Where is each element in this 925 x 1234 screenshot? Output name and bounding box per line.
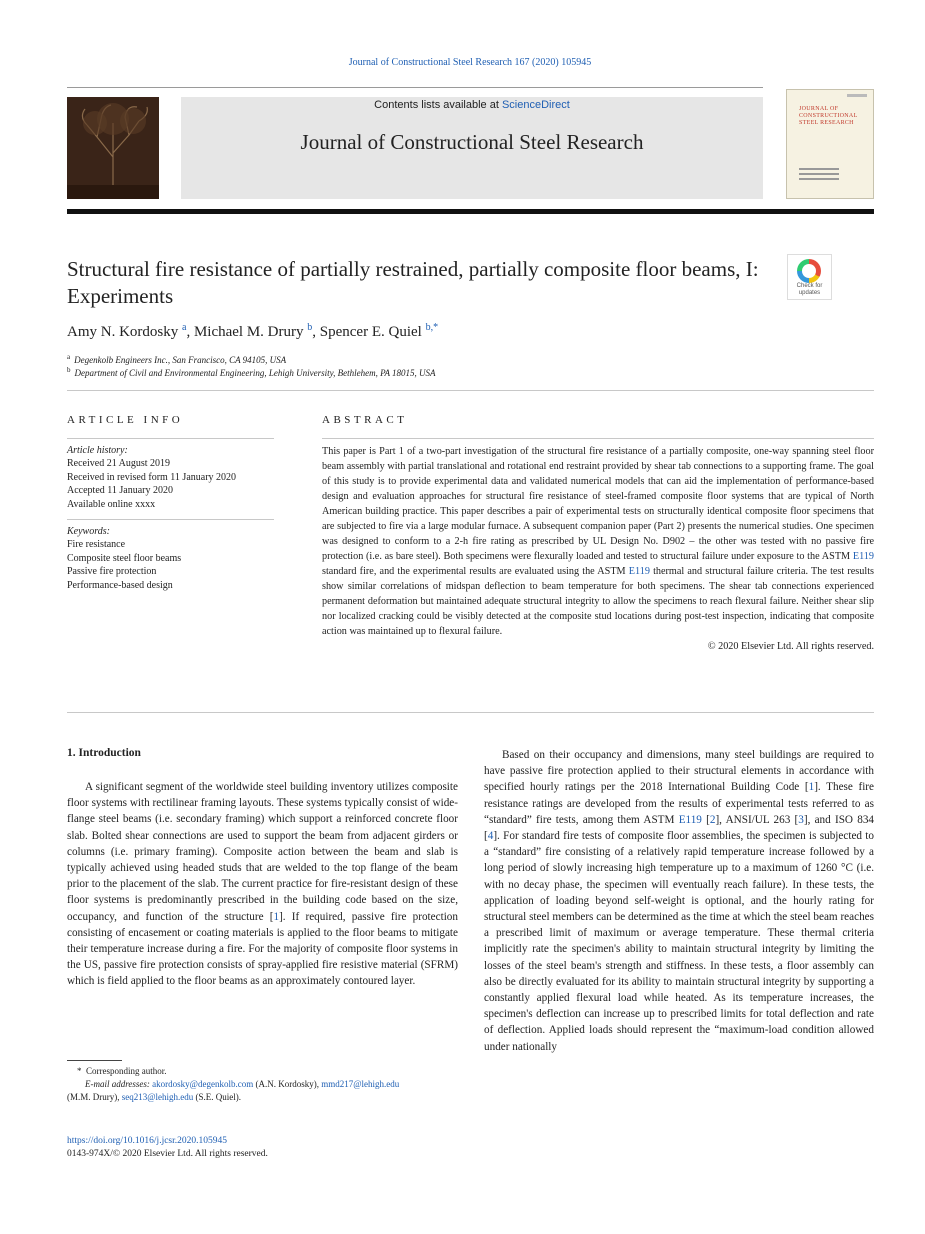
abstract-body: [322, 444, 874, 654]
history-item: Accepted 11 January 2020: [67, 485, 173, 497]
reference-link[interactable]: 4: [487, 830, 494, 843]
journal-banner: [181, 97, 763, 199]
keyword-item: Composite steel floor beams: [67, 552, 182, 564]
email-link[interactable]: seq213@lehigh.edu: [121, 1092, 194, 1102]
author-name: Spencer E. Quiel: [319, 324, 422, 340]
history-item: Received 21 August 2019: [67, 458, 171, 470]
footnote: [67, 1065, 467, 1104]
sciencedirect-link[interactable]: ScienceDirect: [501, 99, 570, 111]
history-item: Available online xxxx: [67, 498, 156, 510]
cover-lines: [799, 168, 839, 183]
history-item: Received in revised form 11 January 2020: [67, 471, 237, 483]
crossmark-icon: [797, 259, 821, 283]
affiliation-a: $^a$ Degenkolb Engineers Inc., San Francisco, CA 94105, USA: [67, 353, 287, 365]
reference-link[interactable]: 1: [273, 910, 280, 923]
intro-paragraph: A significant segment of the worldwide steel building inventory utilizes composite floor systems with rectilinear framing layouts. These systems typically consist of wide-flange steel beams (i.e. secondary framing) which support a reinforced concrete floor slab. Bolted shear connections are used to support the beam from adjacent girders or columns (i.e. primary framing). Composite action between the beam and slab is typically achieved using headed studs that are welded to the top flange of the beam prior to the placement of the slab. The current practice for fire-resistant design of these floor systems is predominantly prescribed in the building code based on the size, occupancy, and function of the structure [1]. If required, passive fire protection consisting of encasement or coating materials is applied to the floor beams to mitigate their temperature increase during a fire. For the majority of composite floor systems in the US, passive fire protection consists of spray-applied fire resistive material (SFRM) which is field applied to the floor beams as an approximately contoured layer.: [67, 781, 458, 988]
astm-e119-link[interactable]: E119: [628, 566, 650, 577]
header-thick-rule: [67, 209, 874, 214]
intro-paragraph: Based on their occupancy and dimensions, many steel buildings are required to have passive fire protection applied to their structural elements in accordance with specified hourly ratings per the 2018 International Building Code [1]. These fire resistance ratings are developed from the results of experimental tests referred to as “standard” fire tests, among them ASTM E119 [2], ANSI/UL 263 [3], and ISO 834 [4]. For standard fire tests of composite floor assemblies, the specimen is subjected to a “standard” fire consisting of a relatively rapid temperature increase followed by a long period of slowly increasing high temperature up to a maximum of 1260 °C (i.e. with no decay phase, the specimen will eventually reach failure). In these tests, the application of loading beyond self-weight is optional, and the hourly rating for structural steel members can be determined as the time at which the steel beam reaches a prescribed limit of maximum or average temperature. These thermal criteria implicitly rate the specimen's ability to maintain structural integrity by limiting the losses of the steel beam's strength and stiffness. In these tests, a floor assembly can also be directly evaluated for its ability to maintain structural integrity by supporting a constantly applied flexural load while heated. As its temperature increases, the specimen's deflection can increase up to prescribed limits for total deflection and rate of deflection. Applied loads should represent the “maximum-load condition allowed under nationally: [484, 749, 875, 1053]
author-name: Amy N. Kordosky: [67, 324, 179, 340]
section-heading: 1. Introduction: [67, 747, 141, 759]
astm-e119-link[interactable]: E119: [852, 551, 874, 562]
contents-line: Contents lists available at ScienceDirect: [374, 99, 570, 111]
astm-e119-link[interactable]: E119: [678, 813, 702, 826]
footnote-rule: [67, 1060, 122, 1061]
abstract-rule: [322, 438, 874, 439]
reference-link[interactable]: 2: [709, 813, 716, 826]
tree-logo-icon: [67, 97, 159, 199]
journal-citation[interactable]: Journal of Constructional Steel Research 167 (2020) 105945: [348, 57, 592, 68]
author-list: Amy N. Kordosky $^a$, Michael M. Drury $^b$, Spencer E. Quiel $^{b,*}$: [67, 322, 439, 340]
email-addresses: E-mail addresses: akordosky@degenkolb.com (A.N. Kordosky), mmd217@lehigh.edu: [85, 1079, 400, 1089]
elsevier-logo[interactable]: [67, 97, 159, 199]
author-affiliation-mark[interactable]: b,*: [425, 322, 439, 333]
journal-cover-thumbnail[interactable]: [786, 89, 874, 199]
author-name: Michael M. Drury: [193, 324, 304, 340]
article-history: [67, 444, 274, 511]
keyword-item: Performance-based design: [67, 579, 173, 591]
email-link[interactable]: mmd217@lehigh.edu: [321, 1079, 400, 1089]
check-for-updates-badge[interactable]: [787, 254, 832, 300]
email-addresses-cont: (M.M. Drury), seq213@lehigh.edu (S.E. Quiel).: [67, 1092, 242, 1102]
section-divider: [67, 712, 874, 713]
journal-title[interactable]: Journal of Constructional Steel Research: [300, 130, 644, 154]
reference-link[interactable]: 1: [808, 781, 815, 794]
author-affiliation-mark[interactable]: b: [307, 322, 313, 333]
abstract-copyright: © 2020 Elsevier Ltd. All rights reserved.: [707, 641, 874, 652]
section-divider: [67, 390, 874, 391]
cover-title: JOURNAL OF CONSTRUCTIONAL STEEL RESEARCH: [799, 106, 858, 126]
keywords: [67, 525, 274, 592]
article-info-heading: ARTICLE INFO: [67, 414, 184, 426]
corresponding-author-note: * Corresponding author.: [77, 1066, 167, 1076]
reference-link[interactable]: 3: [798, 813, 804, 826]
email-link[interactable]: akordosky@degenkolb.com: [152, 1079, 254, 1089]
article-title: Structural fire resistance of partially restrained, partially composite floor beams, I: Experiments: [67, 257, 759, 308]
issn-copyright: 0143-974X/© 2020 Elsevier Ltd. All rights reserved.: [67, 1149, 268, 1159]
info-rule: [67, 438, 274, 439]
intro-left-column: [67, 779, 458, 990]
author-affiliation-mark[interactable]: a: [182, 322, 187, 333]
header-rule: [67, 87, 763, 88]
keywords-rule: [67, 519, 274, 520]
abstract-text: This paper is Part 1 of a two-part investigation of the structural fire resistance of a partially composite, one-way spanning steel floor beam assembly with partial translational and rotational end restraint provided by shear tab connections to a supporting frame. The goal of this study is to provide experimental data and validated numerical models that can aid the implementation of performance-based design and evaluation approaches for structural fire resistance of steel-framed composite floor systems that are typical of North American building practice. This paper describes a pair of experimental tests on structurally identical composite floor specimens that are subjected to fire via a large modular furnace. A subsequent companion paper (Part 2) presents the numerical studies. One specimen was designed to conform to a 2-h fire rating as prescribed by UL Design No. D902 – the other was tested with no passive fire protection (i.e. as bare steel). Both specimens were flexurally loaded and tested to structural failure under exposure to the ASTM E119 standard fire, and the experimental results are evaluated using the ASTM E119 thermal and structural failure criteria. The test results show similar correlations of midspan deflection to beam temperature for both specimens. The shear tab connections experienced permanent deformation but maintained adequate structural integrity to allow the specimens to reach flexural failure. Neither shear slip nor localized cracking could be visibly detected at the composite stud locations during post-test inspection, indicating that composite action was maintained up to flexural failure.: [322, 446, 874, 637]
keyword-item: Fire resistance: [67, 539, 126, 551]
badge-text: Check for updates: [796, 283, 823, 296]
cover-bar: [847, 94, 867, 97]
intro-right-column: [484, 747, 874, 1055]
keyword-item: Passive fire protection: [67, 566, 157, 578]
keywords-label: Keywords:: [67, 526, 110, 537]
history-label: Article history:: [67, 445, 128, 456]
doi-link[interactable]: https://doi.org/10.1016/j.jcsr.2020.105945: [67, 1136, 228, 1146]
abstract-heading: ABSTRACT: [322, 414, 408, 426]
affiliation-b: $^b$ Department of Civil and Environmental Engineering, Lehigh University, Bethlehem, PA 18015, USA: [67, 366, 436, 378]
doi-block: [67, 1135, 268, 1161]
